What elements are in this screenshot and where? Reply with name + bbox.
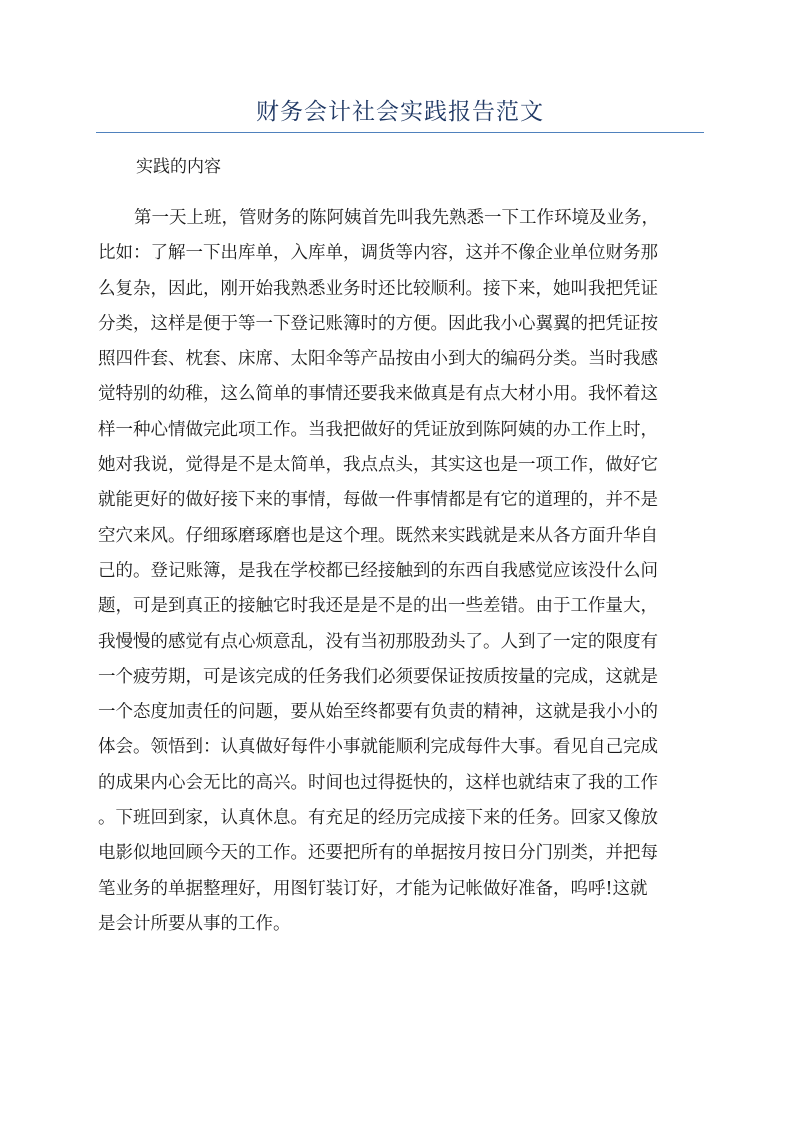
paragraph-line: 觉特别的幼稚，这么简单的事情还要我来做真是有点大材小用。我怀着这 — [98, 384, 658, 405]
paragraph-line: 己的。登记账簿，是我在学校都已经接触到的东西自我感觉应该没什么问 — [98, 560, 658, 581]
paragraph-line: 一个态度加责任的问题，要从始至终都要有负责的精神，这就是我小小的 — [98, 702, 658, 723]
paragraph-line: 她对我说，觉得是不是太简单，我点点头，其实这也是一项工作，做好它 — [98, 455, 658, 476]
paragraph-line: 是会计所要从事的工作。 — [98, 913, 291, 934]
paragraph-line: 么复杂，因此，刚开始我熟悉业务时还比较顺利。接下来，她叫我把凭证 — [98, 278, 658, 299]
paragraph-line: 的成果内心会无比的高兴。时间也过得挺快的，这样也就结束了我的工作 — [98, 772, 658, 793]
paragraph-line: 分类，这样是便于等一下登记账簿时的方便。因此我小心翼翼的把凭证按 — [98, 313, 658, 334]
section-heading: 实践的内容 — [136, 157, 221, 177]
paragraph-line: 照四件套、枕套、床席、太阳伞等产品按由小到大的编码分类。当时我感 — [98, 349, 658, 370]
paragraph-line: 比如：了解一下出库单，入库单，调货等内容，这并不像企业单位财务那 — [98, 243, 658, 264]
paragraph-line: 。下班回到家，认真休息。有充足的经历完成接下来的任务。回家又像放 — [98, 808, 658, 829]
paragraph-line: 题，可是到真正的接触它时我还是是不是的出一些差错。由于工作量大， — [98, 596, 658, 617]
paragraph-line: 样一种心情做完此项工作。当我把做好的凭证放到陈阿姨的办工作上时， — [98, 419, 658, 440]
paragraph-line: 第一天上班，管财务的陈阿姨首先叫我先熟悉一下工作环境及业务， — [134, 208, 659, 228]
body-paragraph — [98, 201, 704, 942]
paragraph-line: 电影似地回顾今天的工作。还要把所有的单据按月按日分门别类，并把每 — [98, 843, 658, 864]
paragraph-line: 体会。领悟到：认真做好每件小事就能顺利完成每件大事。看见自己完成 — [98, 737, 658, 758]
paragraph-line: 就能更好的做好接下来的事情，每做一件事情都是有它的道理的，并不是 — [98, 490, 658, 511]
document-title: 财务会计社会实践报告范文 — [256, 99, 544, 125]
paragraph-line: 笔业务的单据整理好，用图钉装订好，才能为记帐做好准备，呜呼!这就 — [98, 878, 648, 899]
paragraph-line: 我慢慢的感觉有点心烦意乱，没有当初那股劲头了。人到了一定的限度有 — [98, 631, 658, 652]
paragraph-line: 空穴来风。仔细琢磨琢磨也是这个理。既然来实践就是来从各方面升华自 — [98, 525, 658, 546]
paragraph-line: 一个疲劳期，可是该完成的任务我们必须要保证按质按量的完成，这就是 — [98, 666, 658, 687]
title-underline — [96, 132, 704, 133]
